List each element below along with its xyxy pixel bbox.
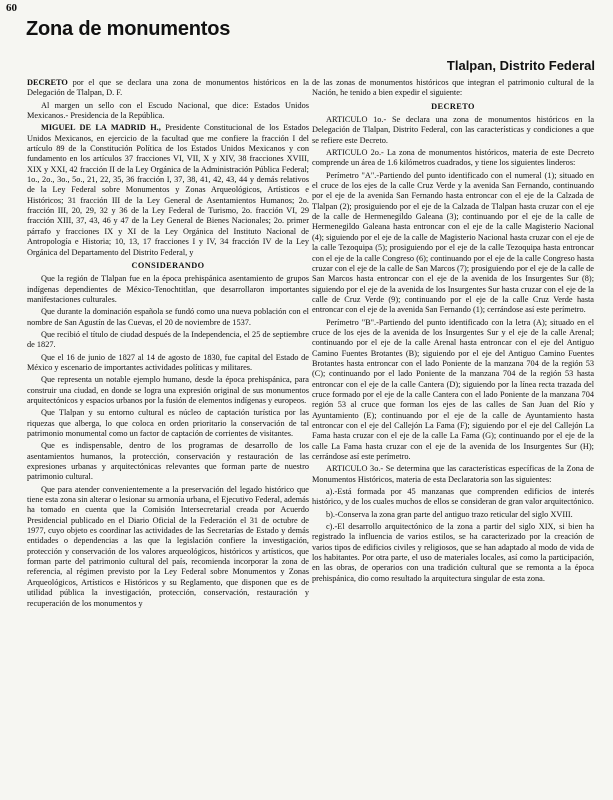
considerando-paragraph: Que recibió el título de ciudad después de la Independencia, el 25 de septiembre de 1827. (27, 329, 309, 350)
considerando-paragraph: Que la región de Tlalpan fue en la época prehispánica asentamiento de grupos indígenas dependientes de México-Tenochtitlan, que desarrollaron importantes manifestaciones culturales. (27, 274, 309, 304)
articulo-1-text: Se declara una zona de monumentos históricos en la Delegación de Tlalpan, Distrito Federal, con las características y condiciones a que se refiere este Decreto. (312, 115, 594, 145)
presidente-text: Presidente Constitucional de los Estados Unidos Mexicanos, en ejercicio de la facultad que me confiere la fracción I del artículo 89 de la Constitución Política de los Estados Unidos Mexicanos y con fundamento en los artículos 37 fracciones VI, VII, X y XIV, 38 fracciones XVIII, XIX y XXI, 42 fracción II de la Ley Orgánica de la Administración Pública Federal; 1o., 2o., 3o., 5o., 21, 22, 35, 36 fracción I, 37, 38, 41, 42, 43, 44 y demás relativos de la Ley Federal sobre Monumentos y Zonas Arqueológicos, Artísticos e Históricos; 31 fracción III de la Ley General de Asentamientos Humanos; 2o. fracción III, 20, 29, 32 y 36 de la Ley Federal de Turismo, 2o. fracción VI, 29 fracción XIII, 37, 43, 46 y 47 de la Ley General de Bienes Nacionales; 2o. primer párrafo y fracciones IX y XI de la Ley Orgánica del Instituto Nacional de Antropología e Historia; 10, 13, 17 fracciones I y IV, 34 fracción IV de la Ley Orgánica del Departamento del Distrito Federal, y (27, 123, 309, 257)
location-heading: Tlalpan, Distrito Federal (446, 58, 595, 73)
articulo-1 (312, 115, 594, 146)
considerando-heading: CONSIDERANDO (131, 260, 205, 270)
considerando-paragraph: Que Tlalpan y su entorno cultural es núcleo de captación turística por las riquezas que alberga, lo que coloca en orden prioritario la conservación de tal patrimonio monumental como un factor de captación de corrientes de visitantes. (27, 408, 309, 438)
considerando-paragraph: Que para atender convenientemente a la preservación del legado histórico que tiene esta zona sin alterar o lesionar su armonía urbana, el Ejecutivo Federal, además ha tomado en cuenta que la Comisión Intersecretarial creada por Acuerdo Presidencial publicado en el Diario Oficial de la Federación el 31 de octubre de 1977, cuyo objeto es coordinar las actividades de las Secretarías de Estado y demás entidades o dependencias a las que la legislación confiere la investigación, protección y conservación de los valores arqueológicos, históricos y artísticos, que forman parte del patrimonio cultural del país, recomienda incorporar la zona de referencia, al régimen previsto por la Ley Federal sobre Monumentos y Zonas Arqueológicos, Artísticos e Históricos y su Reglamento, que disponen que es de utilidad pública la investigación, protección, conservación, restauración y recuperación de los monumentos y (27, 484, 309, 608)
articulo-3-item: a).-Está formada por 45 manzanas que comprenden edificios de interés histórico, y de los cuales muchos de ellos se consideran de gran valor arquitectónico. (312, 487, 594, 507)
considerando-paragraph: Que es indispensable, dentro de los programas de desarrollo de los asentamientos humanos, la protección, conservación y restauración de las expresiones urbanas y arquitectónicas relevantes que forman parte de nuestro patrimonio cultural. (27, 441, 309, 482)
perimetro-b: Perímetro "B".-Partiendo del punto identificado con la letra (A); situado en el cruce de los ejes de la avenida de los Insurgentes Sur y el eje de la calle Arenal; continuando por el eje de la calle Arenal hasta entroncar con el eje del Antiguo Camino Fuentes Brotantes (B); siguiendo por el eje del Antiguo Camino Fuentes Brotantes hasta entroncar con el lado Poniente de la manzana 704 de la región 53 (C); continuando por el lado Poniente de la manzana 704 de la región 53 hasta entroncar con el eje de la calle Cantera (D); siguiendo por la línea recta trazada del cruce formado por el eje de la calle Cantera con el lado Poniente de la manzana 704 región 53 al cruce que forman los ejes de las calles de San Juan del Río y Ayuntamiento (E); continuando por el eje de la calle de Ayuntamiento hasta entroncar con el eje del Callejón La Fama (F); siguiendo por el eje del Callejón La Fama hasta cruzar con el eje de la calle La Fama (G); continuando por el eje de la calle La Fama hasta cruzar con el eje de la avenida de los Insurgentes Sur (H); cerrándose así este perímetro. (312, 317, 594, 462)
considerando-paragraph: Que el 16 de junio de 1827 al 14 de agosto de 1830, fue capital del Estado de México y escenario de importantes actividades políticas y militares. (27, 352, 309, 372)
presidente-name: MIGUEL DE LA MADRID H., (41, 123, 161, 133)
left-column (27, 78, 309, 611)
continuation-paragraph: de las zonas de monumentos históricos que integran el patrimonio cultural de la Nación, he tenido a bien expedir el siguiente: (312, 78, 594, 98)
right-column (312, 78, 594, 586)
decreto-intro (27, 78, 309, 99)
articulo-1-label: ARTICULO 1o.- (326, 115, 387, 125)
decreto-intro-text: por el que se declara una zona de monumentos históricos en la Delegación de Tlalpan, D. F. (27, 78, 309, 98)
articulo-3-text: Se determina que las características específicas de la Zona de Monumentos Históricos, materia de esta Declaratoria son las siguientes: (312, 464, 594, 484)
articulo-3-label: ARTICULO 3o.- (326, 464, 384, 474)
sello-paragraph: Al margen un sello con el Escudo Nacional, que dice: Estados Unidos Mexicanos.- Presidencia de la República. (27, 100, 309, 121)
articulo-2-label: ARTICULO 2o.- (326, 148, 384, 158)
considerando-paragraph: Que durante la dominación española se fundó como una nueva población con el nombre de San Agustín de las Cuevas, el 20 de noviembre de 1537. (27, 307, 309, 327)
presidente-paragraph (27, 123, 309, 257)
articulo-2-text: La zona de monumentos históricos, materia de este Decreto comprende un área de 1.6 kilómetros cuadrados, y tiene los siguientes linderos: (312, 148, 594, 168)
articulo-3 (312, 464, 594, 485)
articulo-3-item: c).-El desarrollo arquitectónico de la zona a partir del siglo XIX, si bien ha registrado la influencia de varios estilos, se ha caracterizado por la creación de varios tipos de edificios civiles y religiosos, que se han adaptado al modo de vida de los habitantes. Por otra parte, el uso de materiales locales, así como la participación, en las obras, de operarios con una tradición cultural que se remonta a la época prehispánica, dio como resultado la arquitectura singular de esta zona. (312, 522, 594, 583)
page-title: Zona de monumentos (26, 18, 231, 40)
decreto-heading: DECRETO (431, 101, 475, 111)
articulo-3-item: b).-Conserva la zona gran parte del antiguo trazo reticular del siglo XVIII. (326, 509, 573, 519)
page-number: 60 (6, 2, 17, 14)
perimetro-a: Perímetro "A".-Partiendo del punto identificado con el numeral (1); situado en el cruce de los ejes de la calle Cruz Verde y la avenida San Fernando, continuando por el eje de la avenida San Fernando hasta entroncar con el eje de la Calzada de Tlalpan (2); prosiguiendo por el eje de la Calzada de Tlalpan hasta cruzar con el eje de la calle de Hermenegildo Galeana (3); continuando por el eje de la calle de Hermenegildo Galeana hasta entroncar con el eje de la calle Magisterio Nacional (4); siguiendo por el eje de la calle de Magisterio Nacional hasta cruzar con el eje de la calle Tezoquipa (5); prosiguiendo por el eje de la calle Tezoquipa hasta entroncar con el eje de la calle Congreso (6); continuando por el eje de la calle Congreso hasta cruzar con el eje de la calle de San Marcos (7); prosiguiendo por el eje de la calle de San Marcos hasta entroncar con el eje de la avenida de los Insurgentes Sur (8); siguiendo por el eje de la avenida de los Insurgentes Sur hasta cruzar con el eje de la calle de Cruz Verde (9); continuando por el eje de la calle Cruz Verde hasta entroncar con el eje de la avenida San Fernando (1); cerrándose así este perímetro. (312, 170, 594, 315)
decreto-intro-bold: DECRETO (27, 78, 68, 87)
considerando-paragraph: Que representa un notable ejemplo humano, desde la época prehispánica, para construir una ciudad, en donde se logra una expresión original de sus monumentos arquitectónicos y espacios urbanos por la fusión de elementos indígenas y europeos. (27, 375, 309, 405)
articulo-2 (312, 148, 594, 169)
